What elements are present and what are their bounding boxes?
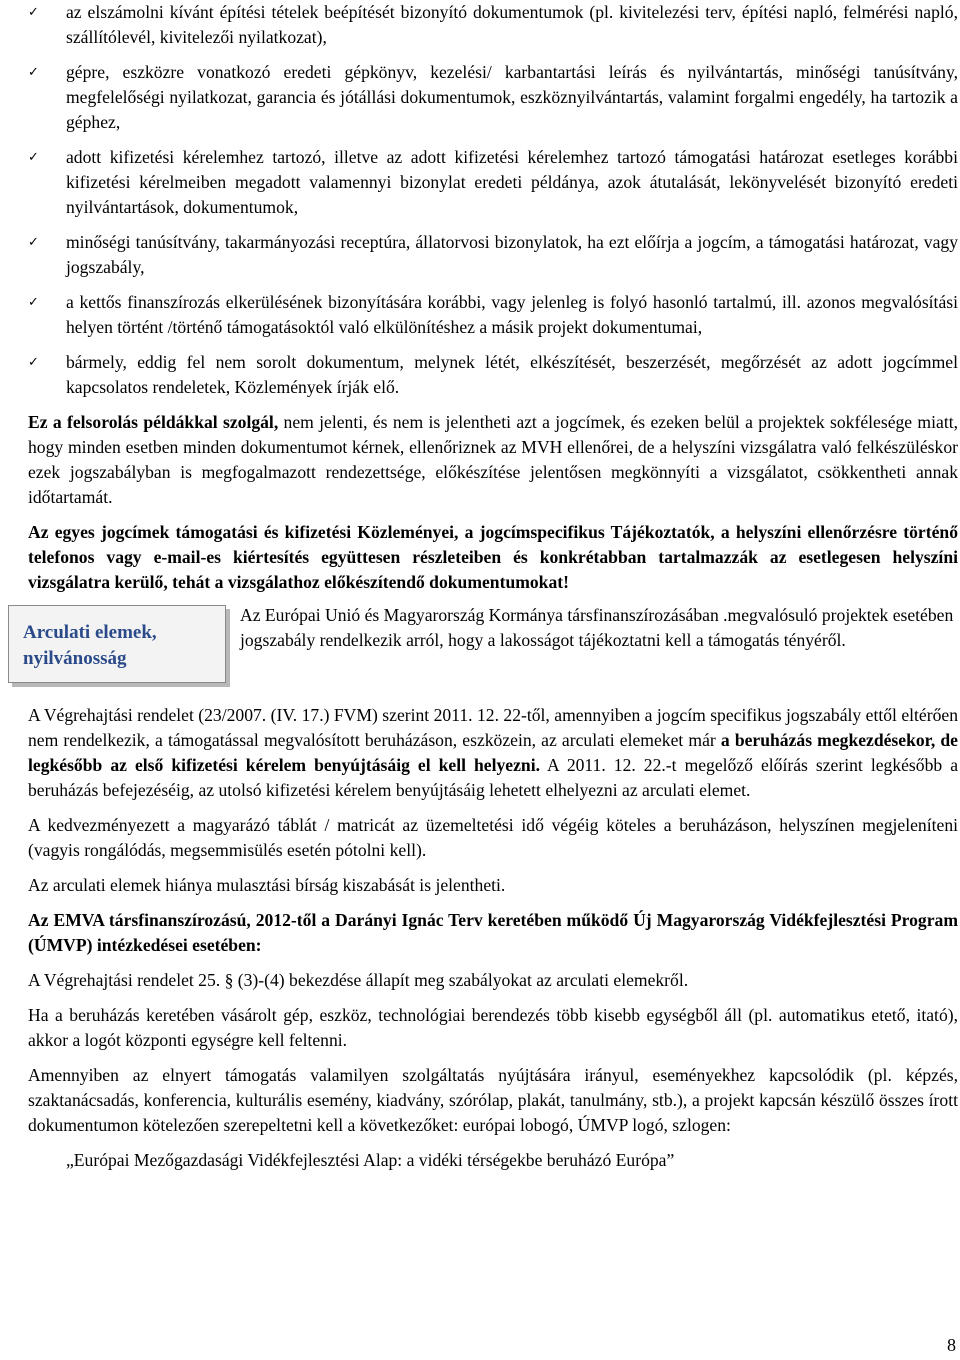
document-page [23,0,959,1183]
list-item: ✓ az elszámolni kívánt építési tételek beépítését bizonyító dokumentumok (pl. kivitelezési terv, építési napló, felmérési napló, szállítólevél, kivitelezői nyilatkozat), [28,2,958,47]
branding-intro-text: Az Európai Unió és Magyarország Kormánya társfinanszírozásában .megvalósuló projektek esetében jogszabály rendelkezik arról, hogy a lakosságot tájékoztatni kell a támogatás tényéről. [240,605,954,650]
list-item: ✓ gépre, eszközre vonatkozó eredeti gépkönyv, kezelési/ karbantartási leírás és nyilvántartás, minőségi tanúsítvány, megfelelőségi nyilatkozat, garancia és jótállási dokumentumok, eszköznyilvántartás, valamint forgalmi engedély, ha tartozik a géphez, [28,62,958,132]
paragraph-notices: Az egyes jogcímek támogatási és kifizetési Közleményei, a jogcímspecifikus Tájékoztatók, a helyszíni ellenőrzésre történő telefonos vagy e-mail-es kiértesítés együttesen részleteiben és konkrétabban tartalmazzák az esetlegesen helyszíni vizsgálatra kerülő, tehát a vizsgálathoz előkészítendő dokumentumokat! [28,522,958,592]
list-item: ✓ a kettős finanszírozás elkerülésének bizonyítására korábbi, vagy jelenleg is folyó hasonló tartalmú, ill. azonos megvalósítási helyen történt /történő támogatásoktól való elkülönítéshez a másik projekt dokumentumai, [28,292,958,337]
slogan-quote: „Európai Mezőgazdasági Vidékfejlesztési Alap: a vidéki térségekbe beruházó Európa” [66,1150,675,1170]
checkmark-icon: ✓ [28,65,39,80]
checkmark-icon: ✓ [28,235,39,250]
checkmark-icon: ✓ [28,5,39,20]
list-item: ✓ minőségi tanúsítvány, takarmányozási receptúra, állatorvosi bizonylatok, ha ezt előírja a jogcím, a támogatási határozat, vagy jogszabály, [28,232,958,277]
section-branding [23,605,958,697]
paragraph-equipment: Ha a beruházás keretében vásárolt gép, eszköz, technológiai berendezés több kisebb egységből áll (pl. automatikus etető, itató), akkor a logót központi egységre kell feltenni. [28,1005,958,1050]
page-number: 8 [947,1335,956,1355]
paragraph-emva-heading: Az EMVA társfinanszírozású, 2012-től a Darányi Ignác Terv keretében működő Új Magyarország Vidékfejlesztési Program (ÚMVP) intézkedései esetében: [28,910,958,955]
checkmark-icon: ✓ [28,295,39,310]
checkmark-icon: ✓ [28,150,39,165]
checkmark-icon: ✓ [28,355,39,370]
paragraph-services: Amennyiben az elnyert támogatás valamilyen szolgáltatás nyújtására irányul, eseményekhez kapcsolódik (pl. képzés, szaktanácsadás, konferencia, kulturális esemény, kiadvány, szórólap, plakát, tanulmány, stb.), a projekt kapcsán készülő összes írott dokumentumon kötelezően szerepeltetni kell a következőket: európai lobogó, ÚMVP logó, szlogen: [28,1065,958,1135]
paragraph-regulation: A Végrehajtási rendelet (23/2007. (IV. 17.) FVM) szerint 2011. 12. 22-től, amennyiben a jogcím specifikus jogszabály ettől eltérően nem rendelkezik, a támogatással megvalósított beruházáson, eszközein, az arculati elemeket már a beruházás megkezdésekor, de legkésőbb az első kifizetési kérelem benyújtásáig el kell helyezni. A 2011. 12. 22.-t megelőző előírás szerint legkésőbb a beruházás befejezéséig, az utolsó kifizetési kérelem benyújtásáig lehetett elhelyezni az arculati elemet. [28,705,959,800]
paragraph-beneficiary: A kedvezményezett a magyarázó táblát / matricát az üzemeltetési idő végéig köteles a beruházáson, helyszínen megjeleníteni (vagyis rongálódás, megsemmisülés esetén pótolni kell). [28,815,958,860]
paragraph-examples: Ez a felsorolás példákkal szolgál, nem jelenti, és nem is jelentheti azt a jogcímek, és ezeken belül a projektek sokfélesége miatt, hogy minden esetben minden dokumentumot kérnek, ellenőriznek az MVH ellenőrei, de a helyszíni vizsgálatra való felkészüléskor ezek jogszabályban is megfogalmazott rendezettsége, előkészítése jelentősen megkönnyíti a vizsgálatot, csökkentheti annak időtartamát. [28,412,958,507]
document-checklist [28,0,958,400]
paragraph-section-25: A Végrehajtási rendelet 25. § (3)-(4) bekezdése állapít meg szabályokat az arculati elemekről. [28,970,689,990]
paragraph-penalty: Az arculati elemek hiánya mulasztási bírság kiszabását is jelentheti. [28,875,506,895]
list-item: ✓ adott kifizetési kérelemhez tartozó, illetve az adott kifizetési kérelemhez tartozó támogatási határozat esetleges korábbi kifizetési kérelmeiben megadott valamennyi bizonylat eredeti példánya, azok átutalását, lekönyvelését bizonyító eredeti nyilvántartások, dokumentumok, [28,147,958,217]
section-heading-box: Arculati elemek, nyilvánosság [8,605,226,683]
list-item: ✓ bármely, eddig fel nem sorolt dokumentum, melynek létét, elkészítését, beszerzését, megőrzését az adott jogcímmel kapcsolatos rendeletek, Közlemények írják elő. [28,352,958,397]
